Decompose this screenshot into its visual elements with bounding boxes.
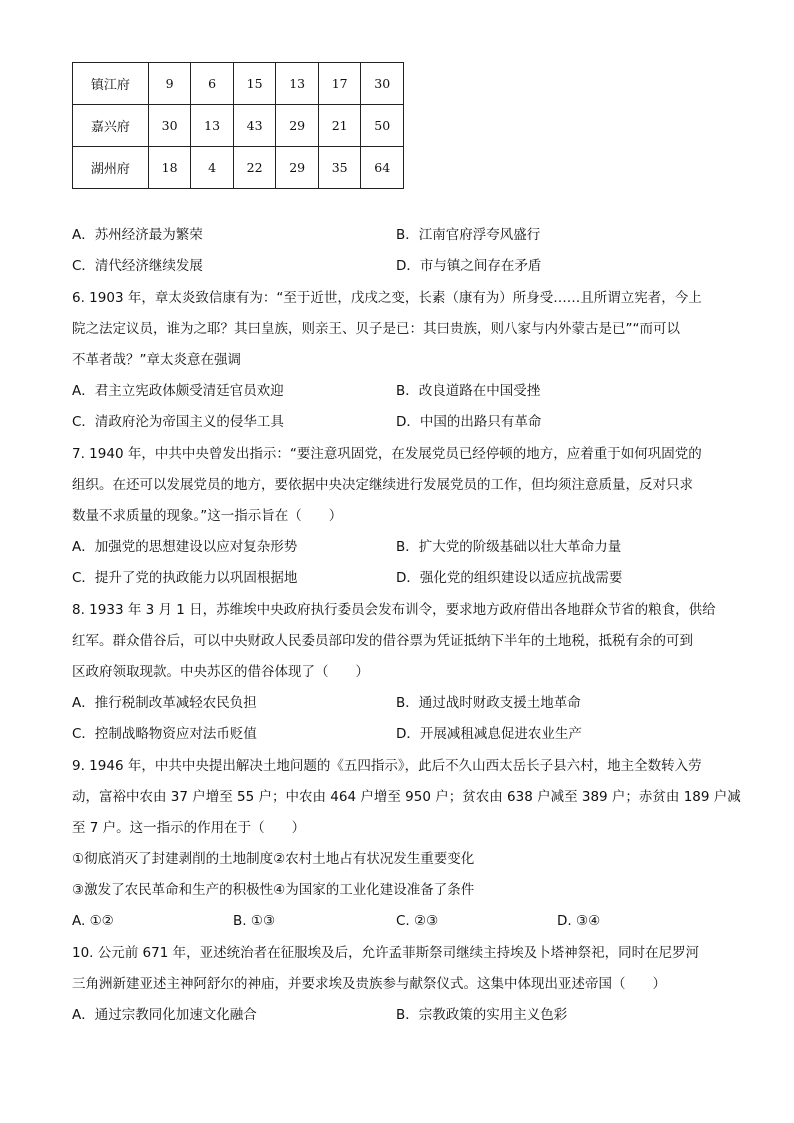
q7-stem-line: 7. 1940 年，中共中央曾发出指示：“要注意巩固党，在发展党员已经停顿的地方，应着重于如何巩固党的 [72, 446, 702, 462]
table-row [73, 147, 404, 189]
table-cell: 29 [276, 105, 319, 147]
q9-option-a: A. ①② [72, 913, 114, 929]
q8-option-a: A．推行税制改革减轻农民负担 [72, 695, 257, 711]
q10-option-b: B．宗教政策的实用主义色彩 [396, 1007, 568, 1023]
q6-stem-line: 6. 1903 年，章太炎致信康有为：“至于近世，戊戌之变，长素（康有为）所身受……且所谓立宪者，今上 [72, 290, 702, 306]
table-cell: 17 [318, 63, 361, 105]
q8-stem-line: 区政府领取现款。中央苏区的借谷体现了（ ） [72, 664, 369, 680]
table-cell: 30 [361, 63, 404, 105]
q5-option-c: C．清代经济继续发展 [72, 258, 203, 274]
q7-stem-line: 数量不求质量的现象。”这一指示旨在（ ） [72, 508, 343, 524]
q9-stem-line: 9. 1946 年，中共中央提出解决土地问题的《五四指示》，此后不久山西太岳长子县六村，地主全数转入劳 [72, 758, 702, 774]
q8-option-c: C．控制战略物资应对法币贬值 [72, 726, 257, 742]
q9-stem-line: 至 7 户。这一指示的作用在于（ ） [72, 820, 306, 836]
q6-option-a: A．君主立宪政体颇受清廷官员欢迎 [72, 383, 284, 399]
table-row [73, 105, 404, 147]
q8-stem-line: 红军。群众借谷后，可以中央财政人民委员部印发的借谷票为凭证抵纳下半年的土地税，抵税有余的可到 [72, 633, 693, 649]
q9-option-d: D. ③④ [557, 913, 601, 929]
table-cell: 43 [233, 105, 276, 147]
q9-statement-line: ③激发了农民革命和生产的积极性④为国家的工业化建设准备了条件 [72, 882, 475, 898]
q8-option-b: B．通过战时财政支援土地革命 [396, 695, 581, 711]
table-cell: 29 [276, 147, 319, 189]
q10-option-a: A．通过宗教同化加速文化融合 [72, 1007, 257, 1023]
q9-stem-line: 动，富裕中农由 37 户增至 55 户；中农由 464 户增至 950 户；贫农由 638 户减至 389 户；赤贫由 189 户减 [72, 789, 741, 805]
table-cell: 6 [191, 63, 234, 105]
table-cell: 4 [191, 147, 234, 189]
table-cell: 9 [148, 63, 191, 105]
table-cell: 15 [233, 63, 276, 105]
q7-stem-line: 组织。在还可以发展党员的地方，要依据中央决定继续进行发展党员的工作，但均须注意质量，反对只求 [72, 477, 693, 493]
table-cell: 22 [233, 147, 276, 189]
q6-stem-line: 不革者哉？”章太炎意在强调 [72, 352, 241, 368]
table-row [73, 63, 404, 105]
q6-option-c: C．清政府沦为帝国主义的侵华工具 [72, 414, 284, 430]
table-cell: 13 [191, 105, 234, 147]
table-cell: 21 [318, 105, 361, 147]
q7-option-a: A．加强党的思想建设以应对复杂形势 [72, 539, 298, 555]
q7-option-b: B．扩大党的阶级基础以壮大革命力量 [396, 539, 622, 555]
q7-option-c: C．提升了党的执政能力以巩固根据地 [72, 570, 298, 586]
q9-option-b: B. ①③ [233, 913, 276, 929]
q8-stem-line: 8. 1933 年 3 月 1 日，苏维埃中央政府执行委员会发布训令，要求地方政府借出各地群众节省的粮食，供给 [72, 602, 716, 618]
row-header: 湖州府 [73, 147, 149, 189]
table-cell: 13 [276, 63, 319, 105]
q7-option-d: D．强化党的组织建设以适应抗战需要 [396, 570, 623, 586]
q8-option-d: D．开展减租减息促进农业生产 [396, 726, 582, 742]
table-cell: 30 [148, 105, 191, 147]
table-cell: 18 [148, 147, 191, 189]
q10-stem-line: 三角洲新建亚述主神阿舒尔的神庙，并要求埃及贵族参与献祭仪式。这集中体现出亚述帝国（ ） [72, 976, 666, 992]
table-cell: 35 [318, 147, 361, 189]
table-cell: 50 [361, 105, 404, 147]
row-header: 镇江府 [73, 63, 149, 105]
table-cell: 64 [361, 147, 404, 189]
q5-option-b: B．江南官府浮夸风盛行 [396, 227, 541, 243]
q5-option-a: A．苏州经济最为繁荣 [72, 227, 203, 243]
q6-option-b: B．改良道路在中国受挫 [396, 383, 541, 399]
q5-option-d: D．市与镇之间存在矛盾 [396, 258, 542, 274]
q9-statement-line: ①彻底消灭了封建剥削的土地制度②农村土地占有状况发生重要变化 [72, 851, 475, 867]
q6-stem-line: 院之法定议员，谁为之耶？其曰皇族，则亲王、贝子是已：其曰贵族，则八家与内外蒙古是已”“而可以 [72, 321, 680, 337]
row-header: 嘉兴府 [73, 105, 149, 147]
q10-stem-line: 10. 公元前 671 年，亚述统治者在征服埃及后，允许孟菲斯祭司继续主持埃及卜塔神祭祀，同时在尼罗河 [72, 945, 700, 961]
q9-option-c: C. ②③ [396, 913, 439, 929]
prefecture-table [72, 62, 404, 189]
q6-option-d: D．中国的出路只有革命 [396, 414, 542, 430]
